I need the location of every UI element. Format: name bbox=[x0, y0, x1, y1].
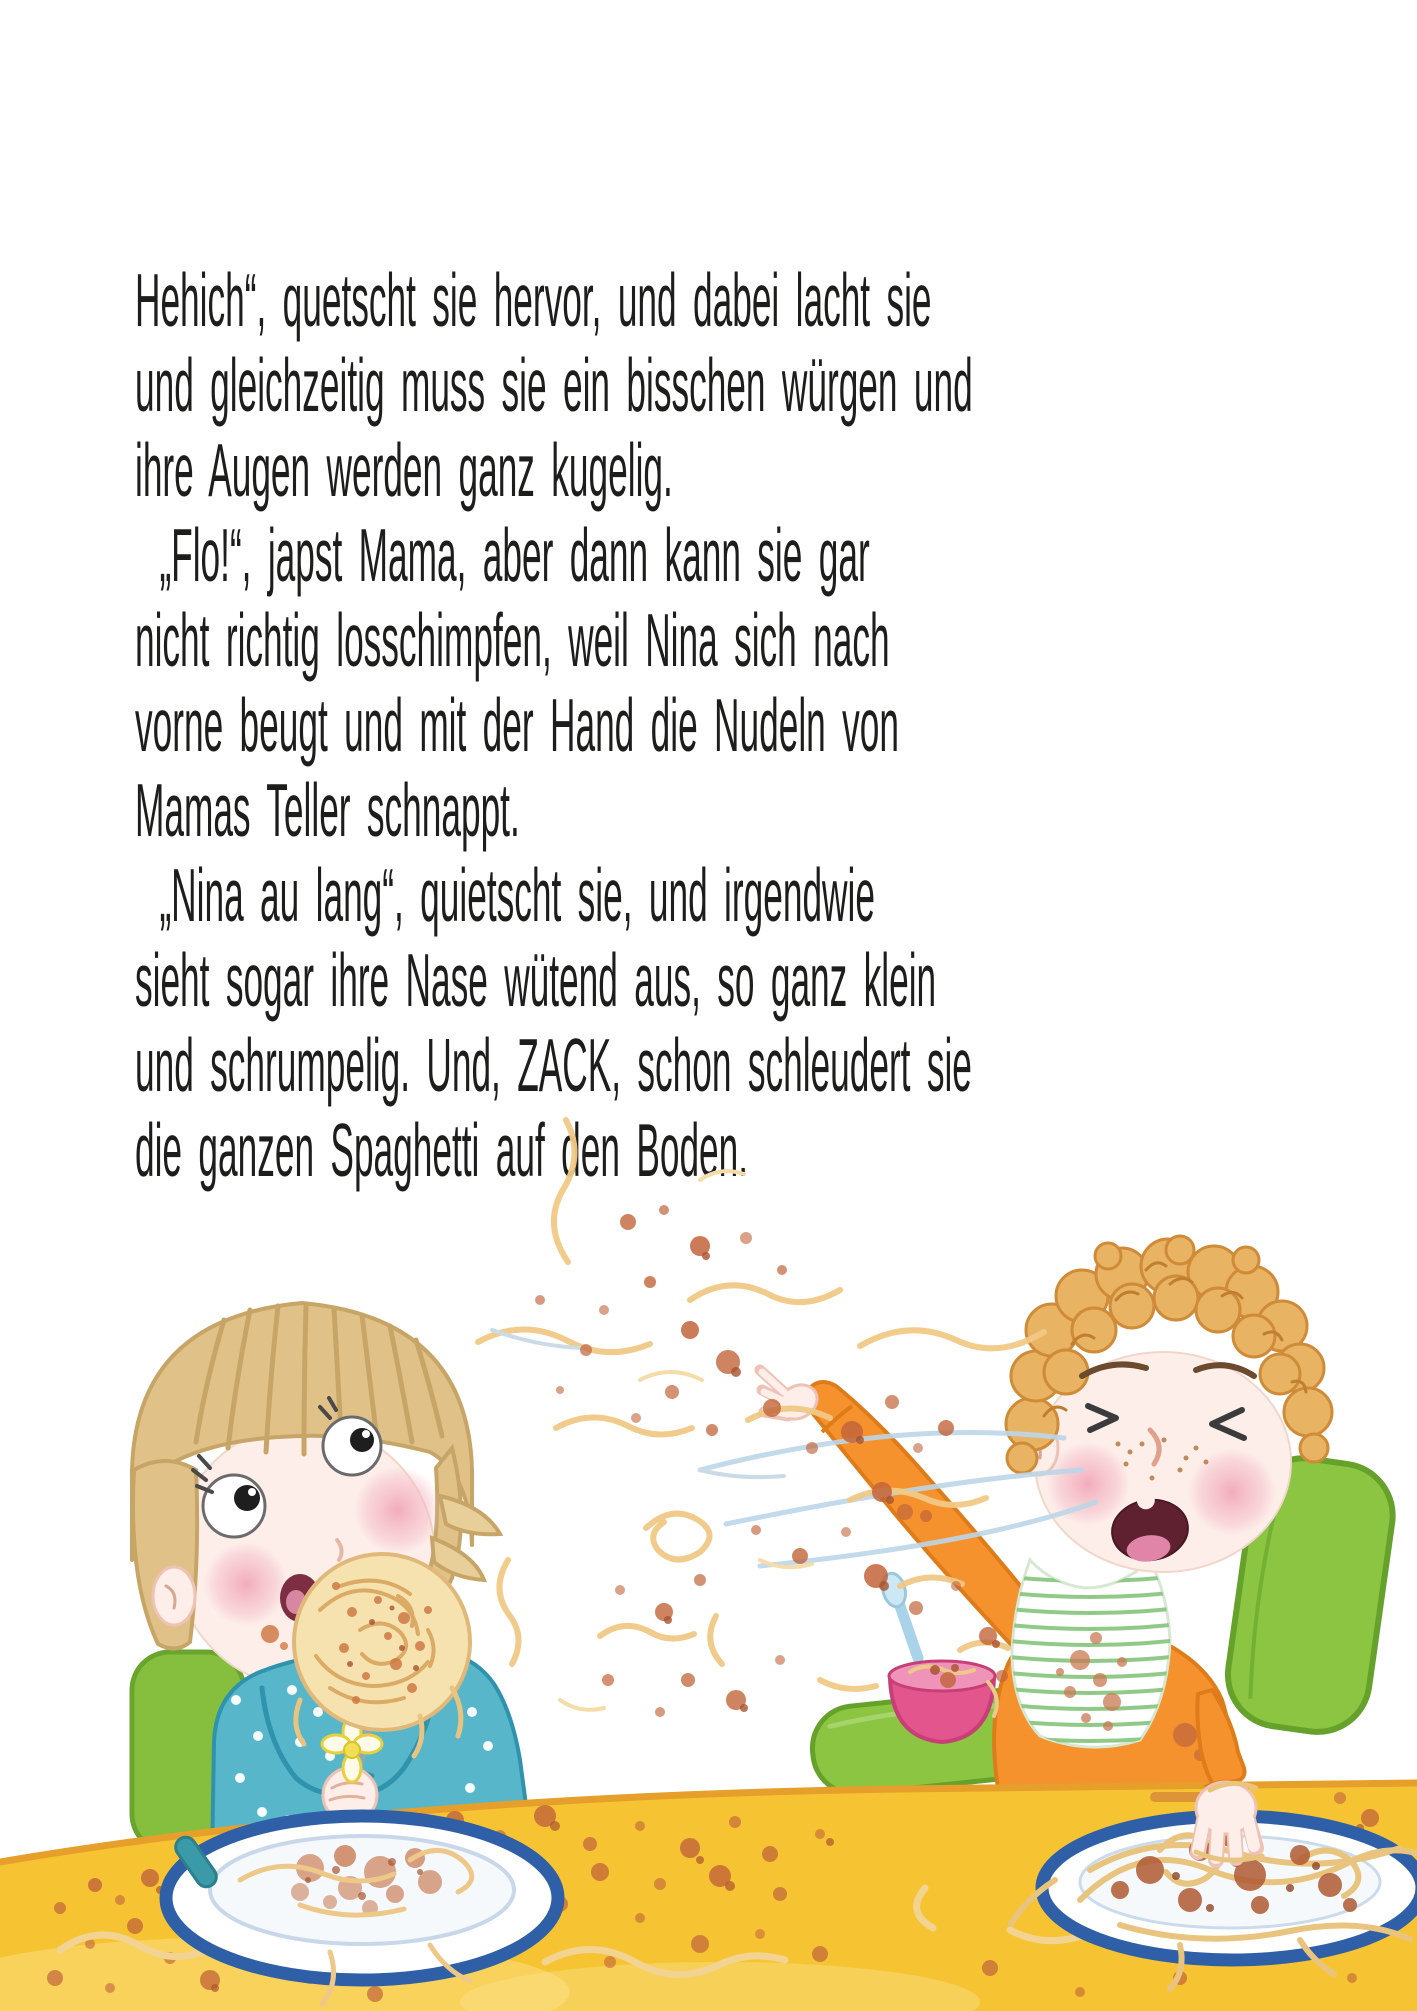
story-line: und schrumpelig. Und, ZACK, schon schleudert sie bbox=[135, 1023, 972, 1107]
story-line: „Nina au lang“, quietscht sie, und irgendwie bbox=[159, 853, 875, 937]
story-line: die ganzen Spaghetti auf den Boden. bbox=[135, 1108, 749, 1192]
girl-figure bbox=[132, 1303, 528, 1861]
boy-cheek bbox=[1188, 1448, 1276, 1536]
chin-sauce-smudge bbox=[261, 1625, 279, 1643]
boy-bib bbox=[1012, 1560, 1170, 1747]
story-line: vorne beugt und mit der Hand die Nudeln von bbox=[135, 683, 899, 767]
story-line: ihre Augen werden ganz kugelig. bbox=[135, 428, 673, 512]
air-streaks bbox=[492, 1330, 784, 1477]
story-line: und gleichzeitig muss sie ein bisschen würgen und bbox=[135, 343, 973, 427]
girl-cheek bbox=[354, 1466, 442, 1554]
girl-cheek bbox=[204, 1542, 288, 1626]
flying-noodles-light bbox=[560, 1171, 812, 1710]
flying-noodles bbox=[478, 1120, 1044, 1689]
story-line: sieht sogar ihre Nase wütend aus, so ganz klein bbox=[135, 938, 937, 1022]
story-line: nicht richtig losschimpfen, weil Nina sich nach bbox=[135, 598, 890, 682]
boy-figure bbox=[700, 1236, 1399, 1819]
story-line: Mamas Teller schnappt. bbox=[135, 768, 520, 852]
flying-sauce bbox=[535, 1205, 1008, 1717]
story-line: Hehich“, quetscht sie hervor, und dabei lacht sie bbox=[135, 258, 932, 342]
story-line: „Flo!“, japst Mama, aber dann kann sie gar bbox=[159, 513, 870, 597]
